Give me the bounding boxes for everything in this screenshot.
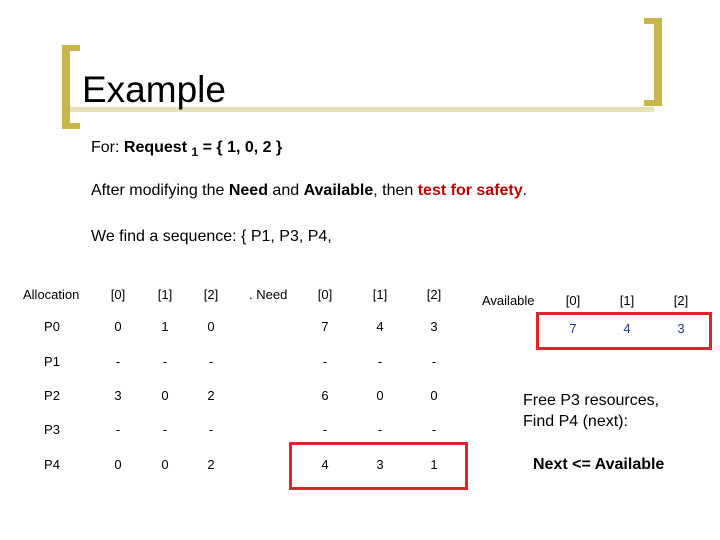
need-cell: - [377,354,383,369]
request-label: Request $_1$ = { 1, 0, 2 } [123,139,283,159]
need-cell: - [377,422,383,437]
modify-text-3: , then [373,182,418,199]
process-label-p3: P3 [44,422,60,437]
need-cell: 6 [321,388,329,403]
need-cell: 3 [376,457,384,472]
process-label-p4: P4 [44,457,60,472]
free-note-line-2: Find P4 (next): [523,413,628,430]
process-label-p2: P2 [44,388,60,403]
allocation-cell: 0 [114,319,122,334]
modify-line [91,181,527,201]
allocation-cell: - [115,422,121,437]
title-bracket-left [62,45,70,129]
request-prefix: For: [91,139,124,156]
comparison-note: Next <= Available [533,456,665,473]
free-note-line-1: Free P3 resources, [523,392,660,409]
title-bracket-right-bottom [644,100,662,106]
available-header: Available [482,293,535,308]
allocation-cell: - [208,354,214,369]
need-cell: 7 [321,319,329,334]
need-col-1: [1] [372,287,388,302]
available-cell: 4 [623,321,631,336]
process-label-p1: P1 [44,354,60,369]
allocation-cell: - [162,422,168,437]
allocation-col-0: [0] [110,287,126,302]
need-word: Need [228,182,268,199]
need-header: . Need [249,287,288,302]
request-subscript: 1 [191,145,199,159]
need-cell: 0 [376,388,384,403]
request-value: = { 1, 0, 2 } [198,139,283,156]
need-cell: 4 [376,319,384,334]
allocation-cell: 0 [207,319,215,334]
allocation-cell: 2 [207,457,215,472]
need-cell: - [322,422,328,437]
allocation-cell: 0 [161,388,169,403]
title-bracket-left-top [62,45,80,51]
test-for-safety: test for safety [417,182,523,199]
available-word: Available [303,182,374,199]
allocation-cell: - [162,354,168,369]
allocation-cell: - [208,422,214,437]
request-line [91,138,282,162]
allocation-cell: 1 [161,319,169,334]
allocation-cell: 3 [114,388,122,403]
title-bracket-left-bottom [62,123,80,129]
allocation-header: Allocation [23,287,80,302]
need-cell: 1 [430,457,438,472]
allocation-col-2: [2] [203,287,219,302]
available-cell: 3 [677,321,685,336]
allocation-cell: 0 [161,457,169,472]
title-bracket-right-top [644,18,662,24]
available-highlight-box [536,312,712,350]
available-col-2: [2] [673,293,689,308]
need-cell: - [431,354,437,369]
modify-text-1: After modifying the [91,182,229,199]
need-cell: - [322,354,328,369]
modify-text-4: . [522,182,528,199]
need-cell: - [431,422,437,437]
allocation-col-1: [1] [157,287,173,302]
need-col-0: [0] [317,287,333,302]
available-col-1: [1] [619,293,635,308]
need-cell: 3 [430,319,438,334]
process-label-p0: P0 [44,319,60,334]
need-p4-highlight-box [289,442,468,490]
available-col-0: [0] [565,293,581,308]
need-cell: 0 [430,388,438,403]
title-bracket-right [654,18,662,106]
allocation-cell: 2 [207,388,215,403]
need-col-2: [2] [426,287,442,302]
need-cell: 4 [321,457,329,472]
slide-title: Example [82,69,226,110]
modify-text-2: and [267,182,304,199]
allocation-cell: - [115,354,121,369]
allocation-cell: 0 [114,457,122,472]
sequence-line: We find a sequence: { P1, P3, P4, [91,228,332,245]
available-cell: 7 [569,321,577,336]
